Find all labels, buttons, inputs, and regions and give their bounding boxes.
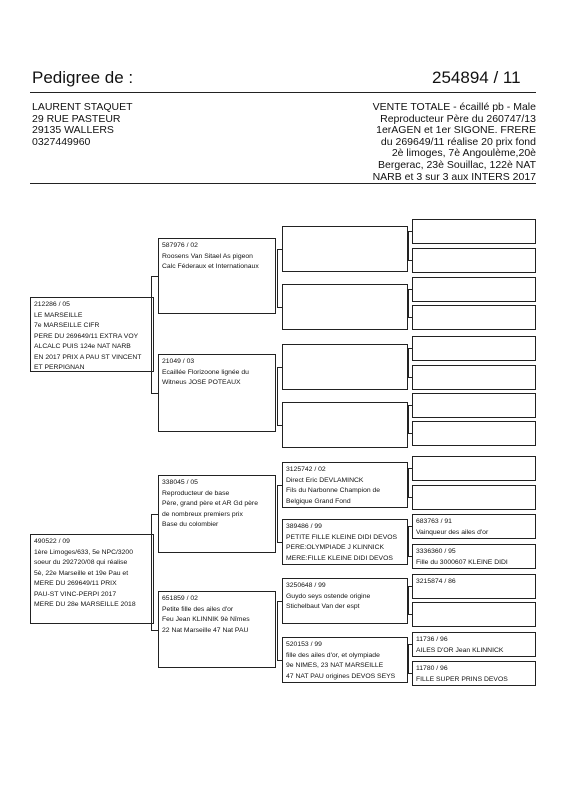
tree-connector [408, 231, 412, 232]
gen4-box-3 [412, 277, 536, 302]
note-line: MERE DU 269649/11 PRIX [34, 580, 117, 587]
tree-connector [408, 289, 409, 317]
note-line: Feu Jean KLINNIK 9è Nîmes [162, 616, 250, 623]
ring-number: 3336360 / 95 [416, 548, 456, 555]
gen4-box-9 [412, 456, 536, 481]
tree-connector [408, 468, 412, 469]
ring-number: 3125742 / 02 [286, 466, 326, 473]
gen3-box-7 [282, 578, 408, 624]
tree-connector [408, 497, 412, 498]
ring-number: 651859 / 02 [162, 595, 198, 602]
dam-dam-box [158, 591, 276, 668]
tree-connector [408, 586, 409, 614]
note-line: 47 NAT PAU origines DEVOS SEYS [286, 672, 396, 680]
ring-number: 683763 / 91 [416, 518, 452, 525]
tree-connector [408, 556, 412, 557]
ring-number: 212286 / 05 [34, 301, 70, 308]
ring-number: 490522 / 09 [34, 538, 70, 545]
tree-connector [408, 405, 412, 406]
gen3-box-3 [282, 344, 408, 390]
gen4-box-11 [412, 514, 536, 539]
tree-connector [408, 348, 409, 377]
note-line: AILES D'OR Jean KLINNICK [416, 646, 504, 654]
gen4-box-4 [412, 305, 536, 330]
ring-number: 3215874 / 86 [416, 578, 456, 585]
pigeon-ring-number: 254894 / 11 [432, 68, 521, 87]
gen4-box-10 [412, 485, 536, 510]
ring-number: 520153 / 99 [286, 641, 322, 648]
note-line: Ecaillée Florizoone lignée du [162, 368, 249, 376]
gen3-box-6 [282, 519, 408, 565]
note-line: Calc Féderaux et Internationaux [162, 263, 259, 270]
tree-connector [151, 514, 152, 630]
description-line: du 269649/11 réalise 20 prix fond [380, 135, 536, 148]
gen3-box-4 [282, 402, 408, 448]
tree-connector [408, 405, 409, 433]
owner-city: 29135 WALLERS [32, 124, 114, 137]
ring-number: 11736 / 96 [416, 636, 448, 643]
tree-connector [408, 644, 409, 673]
note-line: Reproducteur de base [162, 489, 230, 497]
ring-number: 338045 / 05 [162, 479, 198, 486]
tree-connector [277, 249, 282, 250]
note-line: PETITE FILLE KLEINE DIDI DEVOS [286, 533, 398, 541]
description-divider [30, 183, 536, 184]
ring-number: 21049 / 03 [162, 358, 195, 365]
note-line: soeur du 292720/08 qui réalise [34, 559, 128, 566]
tree-connector [408, 433, 412, 434]
description-line: 1erAGEN et 1er SIGONE. FRERE [376, 124, 536, 137]
tree-connector [277, 367, 278, 425]
gen4-box-8 [412, 421, 536, 446]
note-line: fille des ailes d'or, et olympiade [286, 651, 380, 659]
tree-connector [277, 485, 278, 542]
note-line: 22 Nat Marseille 47 Nat PAU [162, 626, 249, 634]
sire-box [30, 297, 154, 372]
tree-connector [151, 514, 158, 515]
note-line: Roosens Van Sitael As pigeon [162, 252, 253, 260]
tree-connector [408, 586, 412, 587]
tree-connector [151, 630, 158, 631]
note-line: Direct Eric DEVLAMINCK [286, 476, 364, 484]
note-line: ET PERPIGNAN [34, 364, 85, 371]
tree-connector [277, 542, 282, 543]
gen3-box-5 [282, 462, 408, 508]
note-line: Base du colombier [162, 521, 219, 528]
note-line: Stichelbaut Van der espt [286, 603, 360, 610]
note-line: Fils du Narbonne Champion de [286, 487, 381, 494]
tree-connector [151, 276, 152, 393]
tree-connector [151, 276, 158, 277]
page-title: Pedigree de : [32, 68, 134, 87]
tree-connector [408, 289, 412, 290]
tree-connector [277, 601, 282, 602]
tree-connector [408, 231, 409, 260]
note-line: PAU-ST VINC-PERPI 2017 [34, 590, 117, 598]
owner-address [32, 102, 133, 148]
tree-connector [408, 526, 412, 527]
gen4-box-5 [412, 336, 536, 361]
gen4-box-12 [412, 544, 536, 569]
gen3-box-8 [282, 637, 408, 683]
tree-connector [408, 260, 412, 261]
pigeon-description [336, 102, 536, 183]
gen4-box-15 [412, 632, 536, 657]
gen4-box-6 [412, 365, 536, 390]
description-line: Reproducteur Père du 260747/13 [380, 112, 536, 125]
description-line: NARB et 3 sur 3 aux INTERS 2017 [372, 170, 536, 183]
tree-connector [408, 673, 412, 674]
sire-dam-box [158, 354, 276, 432]
gen3-box-1 [282, 226, 408, 272]
tree-connector [277, 601, 278, 660]
tree-connector [277, 660, 282, 661]
ring-number: 3250648 / 99 [286, 582, 326, 589]
note-line: MERE:FILLE KLEINE DIDI DEVOS [286, 554, 393, 562]
tree-connector [408, 468, 409, 497]
note-line: Père, grand père et AR Gd père [162, 500, 258, 507]
note-line: ALCALC PUIS 124e NAT NARB [34, 343, 131, 350]
note-line: PERE:OLYMPIADE J KLINNICK [286, 544, 385, 551]
gen3-box-2 [282, 284, 408, 330]
gen4-box-16 [412, 661, 536, 686]
dam-sire-box [158, 475, 276, 553]
tree-connector [277, 307, 282, 308]
description-line: Bergerac, 23è Souillac, 122è NAT [378, 158, 536, 171]
sire-sire-box [158, 238, 276, 314]
note-line: Witneus JOSE POTEAUX [162, 379, 241, 386]
tree-connector [277, 249, 278, 307]
note-line: 5è, 22e Marseille et 19e Pau et [34, 569, 129, 577]
note-line: Belgique Grand Fond [286, 497, 351, 505]
note-line: MERE DU 28e MARSEILLE 2018 [34, 601, 136, 608]
gen4-box-14 [412, 602, 536, 627]
note-line: Petite fille des ailes d'or [162, 605, 234, 613]
note-line: de nombreux premiers prix [162, 510, 243, 518]
note-line: 1ère Limoges/633, 5e NPC/3200 [34, 548, 133, 556]
tree-connector [277, 485, 282, 486]
note-line: Vainqueur des ailes d'or [416, 528, 489, 536]
owner-name: LAURENT STAQUET [32, 101, 133, 113]
gen4-box-2 [412, 248, 536, 273]
tree-connector [408, 317, 412, 318]
note-line: FILLE SUPER PRINS DEVOS [416, 675, 508, 683]
tree-connector [408, 614, 412, 615]
note-line: EN 2017 PRIX A PAU ST VINCENT [34, 353, 142, 361]
owner-street: 29 RUE PASTEUR [32, 112, 121, 125]
tree-connector [151, 393, 158, 394]
ring-number: 587976 / 02 [162, 242, 198, 249]
tree-connector [408, 644, 412, 645]
note-line: PERE DU 269649/11 EXTRA VOY [34, 332, 139, 340]
ring-number: 389486 / 99 [286, 523, 322, 530]
tree-connector [277, 367, 282, 368]
note-line: 7e MARSEILLE CIFR [34, 322, 100, 329]
owner-phone: 0327449960 [32, 135, 91, 148]
tree-connector [408, 526, 409, 556]
note-line: LE MARSEILLE [34, 311, 83, 319]
note-line: Fille du 3000607 KLEINE DIDI [416, 558, 508, 566]
tree-connector [408, 377, 412, 378]
gen4-box-7 [412, 393, 536, 418]
note-line: 9e NIMES, 23 NAT MARSEILLE [286, 662, 384, 669]
header-divider [30, 92, 536, 93]
description-line: VENTE TOTALE - écaillé pb - Male [372, 101, 536, 113]
description-line: 2è limoges, 7è Angoulème,20è [391, 147, 536, 160]
tree-connector [277, 425, 282, 426]
tree-connector [408, 348, 412, 349]
dam-box [30, 534, 154, 624]
ring-number: 11780 / 96 [416, 665, 448, 672]
gen4-box-1 [412, 219, 536, 244]
gen4-box-13 [412, 574, 536, 599]
note-line: Guydo seys ostende origine [286, 592, 371, 600]
